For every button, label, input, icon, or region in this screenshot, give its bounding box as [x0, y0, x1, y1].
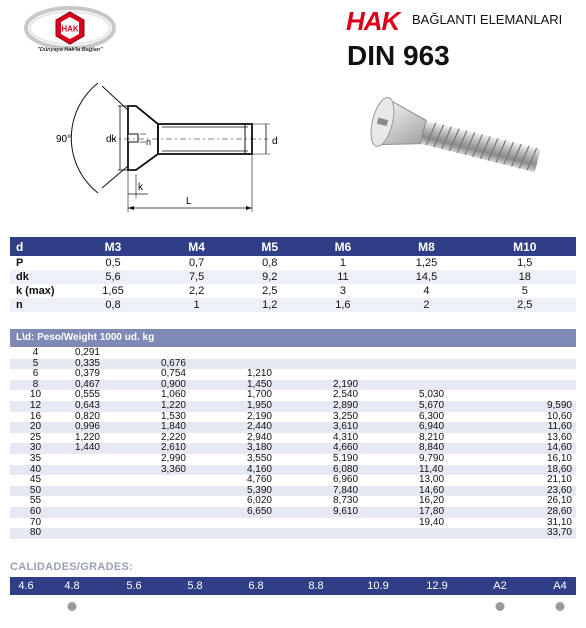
weight-length: 5	[10, 359, 61, 370]
col-header: M6	[306, 237, 379, 256]
dimension-value: 1,5	[517, 257, 533, 269]
weight-value	[319, 528, 405, 539]
weight-value	[61, 475, 147, 486]
dimension-value: 5,6	[66, 270, 160, 284]
weight-value: 0,900	[147, 380, 233, 391]
grade-label: 5.6	[126, 580, 142, 592]
col-header: M10	[474, 237, 577, 256]
weight-value: 0,754	[160, 368, 186, 380]
dimension-value: 0,5	[105, 257, 121, 269]
weight-length: 60	[10, 507, 61, 518]
weight-length: 35	[29, 452, 42, 464]
dimension-value: 5	[521, 285, 528, 297]
col-header: M3	[66, 237, 160, 256]
weight-value: 2,540	[332, 389, 359, 401]
weight-value: 1,950	[233, 401, 319, 412]
weight-row	[10, 486, 576, 497]
grade-label: 4.8	[64, 580, 80, 592]
n-label: n	[146, 137, 152, 147]
weight-value	[233, 528, 319, 539]
weight-value	[61, 528, 147, 539]
weight-value	[61, 465, 147, 476]
weight-value: 6,940	[405, 422, 491, 433]
weight-value	[147, 348, 233, 359]
weight-value: 0,555	[74, 389, 100, 401]
dimension-row	[10, 284, 576, 298]
weight-value	[233, 359, 319, 370]
weight-value: 0,996	[61, 422, 147, 433]
grade-label: 12.9	[426, 580, 448, 592]
weight-value: 6,300	[419, 410, 445, 422]
weight-value: 13,00	[419, 474, 445, 486]
weight-value: 1,210	[246, 368, 272, 380]
weight-value: 26,10	[546, 495, 572, 507]
weight-value: 6,960	[332, 474, 359, 486]
weight-value: 4,660	[319, 443, 405, 454]
d-label: d	[272, 136, 278, 147]
weight-value: 33,70	[491, 528, 576, 539]
weight-value: 14,60	[491, 443, 576, 454]
weight-value: 1,530	[160, 410, 186, 422]
weight-length: 55	[29, 495, 42, 507]
weight-value	[61, 454, 147, 465]
dimension-value: 9,2	[233, 270, 306, 284]
weight-length: 45	[29, 474, 42, 486]
weight-value	[491, 359, 576, 370]
weight-value	[405, 369, 491, 380]
dimension-value: 0,8	[262, 257, 278, 269]
weight-value: 28,60	[491, 507, 576, 518]
dimension-value: 14,5	[379, 270, 473, 284]
dimension-row	[10, 256, 576, 270]
weight-value	[319, 359, 405, 370]
weight-value	[61, 486, 147, 497]
dimension-label: k (max)	[16, 285, 55, 297]
weight-value: 0,467	[61, 380, 147, 391]
grade-available-dot	[496, 602, 505, 611]
weight-value	[405, 380, 491, 391]
weight-row	[10, 454, 576, 465]
weight-value: 2,890	[319, 401, 405, 412]
grade-label: 10.9	[367, 580, 389, 592]
weight-value: 7,840	[319, 486, 405, 497]
weight-length: 6	[32, 368, 39, 380]
weight-length: 70	[29, 516, 42, 528]
brand-subtitle: BAĞLANTI ELEMANLARI	[412, 12, 563, 27]
weight-row	[10, 348, 576, 359]
weight-length: 12	[10, 401, 61, 412]
weight-value: 9,790	[419, 452, 445, 464]
weight-value: 0,335	[61, 359, 147, 370]
weight-value: 2,190	[319, 380, 405, 391]
weight-row	[10, 507, 576, 518]
logo-tagline: "Dünyaya Hak'la Bağlan"	[37, 47, 103, 53]
weight-value: 1,060	[160, 389, 186, 401]
technical-drawing	[40, 78, 300, 218]
weight-row	[10, 496, 576, 507]
weight-row	[10, 465, 576, 476]
col-header: d	[10, 237, 66, 256]
weight-value	[491, 348, 576, 359]
weight-value: 2,220	[160, 431, 186, 443]
weight-length: 30	[10, 443, 61, 454]
weight-value: 3,360	[147, 465, 233, 476]
weight-value: 2,990	[160, 452, 186, 464]
weight-value: 3,610	[319, 422, 405, 433]
weight-row	[10, 401, 576, 412]
col-header: M8	[379, 237, 473, 256]
weight-value: 0,820	[74, 410, 100, 422]
dimension-value: 3	[339, 285, 346, 297]
weight-row	[10, 528, 576, 539]
grade-label: 5.8	[187, 580, 203, 592]
weight-value: 9,590	[491, 401, 576, 412]
weight-value: 1,840	[147, 422, 233, 433]
weight-value	[319, 369, 405, 380]
weight-row	[10, 475, 576, 486]
weight-length: 25	[29, 431, 42, 443]
weight-value: 0,676	[147, 359, 233, 370]
weight-value: 4,310	[332, 431, 359, 443]
weight-value: 5,190	[332, 452, 359, 464]
k-label: k	[138, 182, 143, 193]
weight-value: 31,10	[546, 516, 572, 528]
weight-value	[491, 369, 576, 380]
grade-label: A2	[493, 580, 507, 592]
dimension-value: 1	[160, 298, 233, 312]
weight-length: 8	[10, 380, 61, 391]
weight-value: 4,760	[246, 474, 272, 486]
screw-photo	[360, 86, 550, 196]
weight-value: 6,020	[246, 495, 272, 507]
weight-value: 1,440	[61, 443, 147, 454]
dimension-value: 4	[423, 285, 430, 297]
weight-value: 1,220	[74, 431, 100, 443]
weight-value: 11,40	[405, 465, 491, 476]
weight-value: 6,080	[319, 465, 405, 476]
weight-value: 0,291	[74, 347, 100, 358]
weight-value: 1,450	[233, 380, 319, 391]
weight-value: 18,60	[491, 465, 576, 476]
weight-value: 13,60	[546, 431, 572, 443]
weight-value: 5,030	[419, 389, 445, 401]
weight-value	[233, 518, 319, 529]
weight-value	[61, 496, 147, 507]
weight-value: 16,20	[419, 495, 445, 507]
weight-value: 19,40	[419, 516, 445, 528]
dimension-label: P	[16, 257, 24, 269]
dimensions-header-row	[10, 237, 576, 256]
weight-value: 21,10	[546, 474, 572, 486]
page-title: DIN 963	[347, 40, 450, 71]
weight-value: 11,60	[491, 422, 576, 433]
weight-length: 4	[32, 347, 39, 358]
dimension-value: 2	[379, 298, 473, 312]
weight-value: 4,160	[233, 465, 319, 476]
dimension-value: 11	[306, 270, 379, 284]
weight-value	[147, 518, 233, 529]
weight-value: 1,700	[246, 389, 272, 401]
weight-value: 3,550	[246, 452, 272, 464]
weight-value: 5,670	[405, 401, 491, 412]
dimension-row	[10, 298, 576, 312]
weights-table	[10, 348, 576, 539]
dimension-value: 1,6	[306, 298, 379, 312]
hak-logo	[18, 4, 122, 62]
weight-value: 1,220	[147, 401, 233, 412]
weight-length: 16	[29, 410, 42, 422]
weight-value: 8,210	[419, 431, 445, 443]
weight-value: 6,650	[233, 507, 319, 518]
weight-value	[147, 486, 233, 497]
logo-text: HAK	[61, 24, 79, 34]
dimension-row	[10, 270, 576, 284]
weight-value	[233, 348, 319, 359]
weight-value: 2,190	[246, 410, 272, 422]
weight-value	[147, 507, 233, 518]
weight-value: 2,940	[246, 431, 272, 443]
weight-value: 16,10	[546, 452, 572, 464]
grades-bar	[10, 577, 576, 595]
dimension-value: 1,2	[233, 298, 306, 312]
dimension-value: 1	[339, 257, 346, 269]
weight-row	[10, 443, 576, 454]
grade-available-dot	[556, 602, 565, 611]
weight-value: 0,643	[61, 401, 147, 412]
weight-value: 8,730	[332, 495, 359, 507]
weight-value: 14,60	[405, 486, 491, 497]
weight-value: 5,390	[233, 486, 319, 497]
weight-value: 3,250	[332, 410, 359, 422]
weight-length: 40	[10, 465, 61, 476]
dk-label: dk	[106, 134, 117, 145]
weight-value	[319, 348, 405, 359]
weight-value	[405, 348, 491, 359]
angle-label: 90°	[56, 134, 72, 145]
weight-length: 20	[10, 422, 61, 433]
dimension-value: 7,5	[160, 270, 233, 284]
dimension-value: 2,5	[262, 285, 278, 297]
l-label: L	[186, 196, 192, 207]
dimension-value: 2,5	[474, 298, 577, 312]
weight-value	[405, 359, 491, 370]
weights-header: L\d: Peso/Weight 1000 ud. kg	[10, 329, 576, 347]
dimension-value: 2,2	[188, 285, 205, 297]
weight-value	[319, 518, 405, 529]
weight-value: 8,840	[405, 443, 491, 454]
weight-value: 3,180	[233, 443, 319, 454]
dimension-value: 1,65	[102, 285, 124, 297]
weight-value: 2,610	[147, 443, 233, 454]
weight-value	[61, 518, 147, 529]
weight-value	[61, 507, 147, 518]
weight-value: 9,610	[319, 507, 405, 518]
weight-row	[10, 518, 576, 529]
dimension-value: 18	[474, 270, 577, 284]
grade-label: 8.8	[308, 580, 324, 592]
weight-value	[405, 528, 491, 539]
grades-title: CALIDADES/GRADES:	[10, 561, 134, 573]
weight-value: 10,60	[546, 410, 572, 422]
weight-length: 10	[29, 389, 42, 401]
dimension-label: n	[10, 298, 66, 312]
grade-available-dot	[68, 602, 77, 611]
dimension-value: 0,7	[188, 257, 205, 269]
weight-value: 0,379	[74, 368, 100, 380]
col-header: M5	[233, 237, 306, 256]
dimensions-table	[10, 237, 576, 312]
weight-value: 17,80	[405, 507, 491, 518]
grade-label: A4	[553, 580, 567, 592]
weight-value	[147, 528, 233, 539]
weight-value: 2,440	[233, 422, 319, 433]
weight-value: 23,60	[491, 486, 576, 497]
weight-value	[147, 475, 233, 486]
col-header: M4	[160, 237, 233, 256]
dimension-value: 0,8	[66, 298, 160, 312]
weight-value	[491, 380, 576, 391]
dimension-value: 1,25	[415, 257, 438, 269]
weight-value	[147, 496, 233, 507]
grade-label: 4.6	[18, 580, 34, 592]
weight-length: 80	[10, 528, 61, 539]
grade-label: 6.8	[248, 580, 264, 592]
brand-name: HAK	[346, 6, 400, 36]
dimension-label: dk	[10, 270, 66, 284]
weight-length: 50	[10, 486, 61, 497]
